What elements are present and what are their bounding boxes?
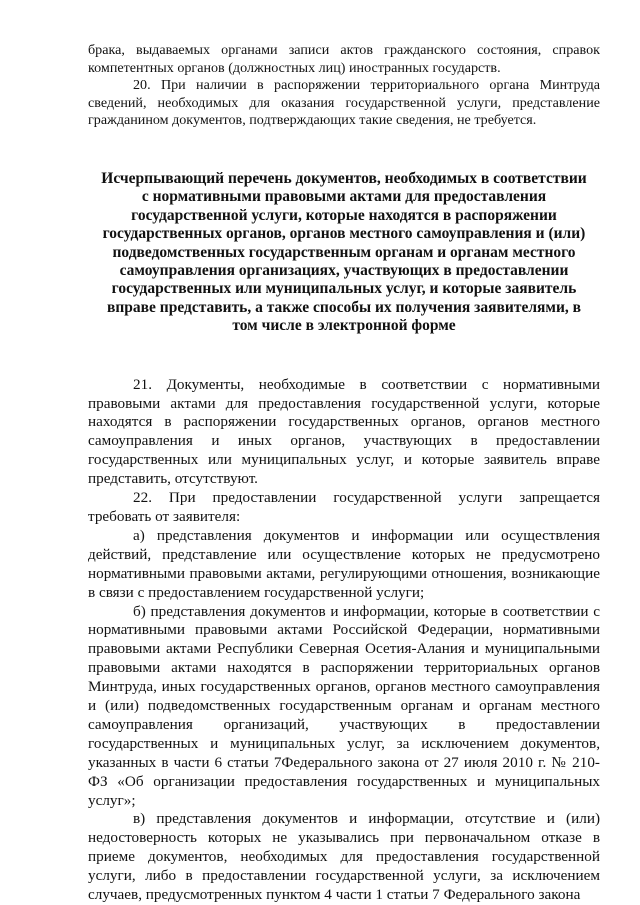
top-text-block <box>88 42 600 130</box>
body-text-block <box>88 376 600 905</box>
paragraph-continuation: брака, выдаваемых органами записи актов гражданского состояния, справок компетентных органов (должностных лиц) иностранных государств. <box>88 42 600 76</box>
paragraph-22-b: б) представления документов и информации, которые в соответствии с нормативными правовыми актами Российской Федерации, нормативными правовыми актами Республики Северная Осетия-Алания и муниципальными правовыми актами находятся в распоряжении территориальных органов Минтруда, иных государственных органов, органов местного самоуправления и (или) подведомственных государственным органам и органам местного самоуправления организаций, участвующих в предоставлении государственных и муниципальных услуг, за исключением документов, указанных в части 6 статьи 7Федерального закона от 27 июля 2010 г. № 210-ФЗ «Об организации предоставления государственных и муниципальных услуг»; <box>88 602 600 809</box>
paragraph-22-a: а) представления документов и информации или осуществления действий, представление или осуществление которых не предусмотрено нормативными правовыми актами, регулирующими отношения, возникающие в связи с предоставлением государственной услуги; <box>88 526 600 601</box>
section-heading: Исчерпывающий перечень документов, необходимых в соответствии с нормативными правовыми актами для предоставления государственной услуги, которые находятся в распоряжении государственных органов, органов местного самоуправления и (или) подведомственных государственным органам и органам местного самоуправления организациях, участвующих в предоставлении государственных или муниципальных услуг, и которые заявитель вправе представить, а также способы их получения заявителями, в том числе в электронной форме <box>101 169 587 335</box>
paragraph-20: 20. При наличии в распоряжении территориального органа Минтруда сведений, необходимых для оказания государственной услуги, представление гражданином документов, подтверждающих такие сведения, не требуется. <box>88 77 600 129</box>
paragraph-22-v: в) представления документов и информации, отсутствие и (или) недостоверность которых не указывались при первоначальном отказе в приеме документов, необходимых для предоставления государственной услуги, либо в предоставлении государственной услуги, за исключением случаев, предусмотренных пунктом 4 части 1 статьи 7 Федерального закона <box>88 810 600 904</box>
paragraph-22: 22. При предоставлении государственной услуги запрещается требовать от заявителя: <box>88 489 600 525</box>
paragraph-21: 21. Документы, необходимые в соответствии с нормативными правовыми актами для предоставления государственной услуги, которые находятся в распоряжении государственных органов, органов местного самоуправления и иных органов, участвующих в предоставлении государственных или муниципальных услуг, и которые заявитель вправе представить, отсутствуют. <box>88 375 600 488</box>
